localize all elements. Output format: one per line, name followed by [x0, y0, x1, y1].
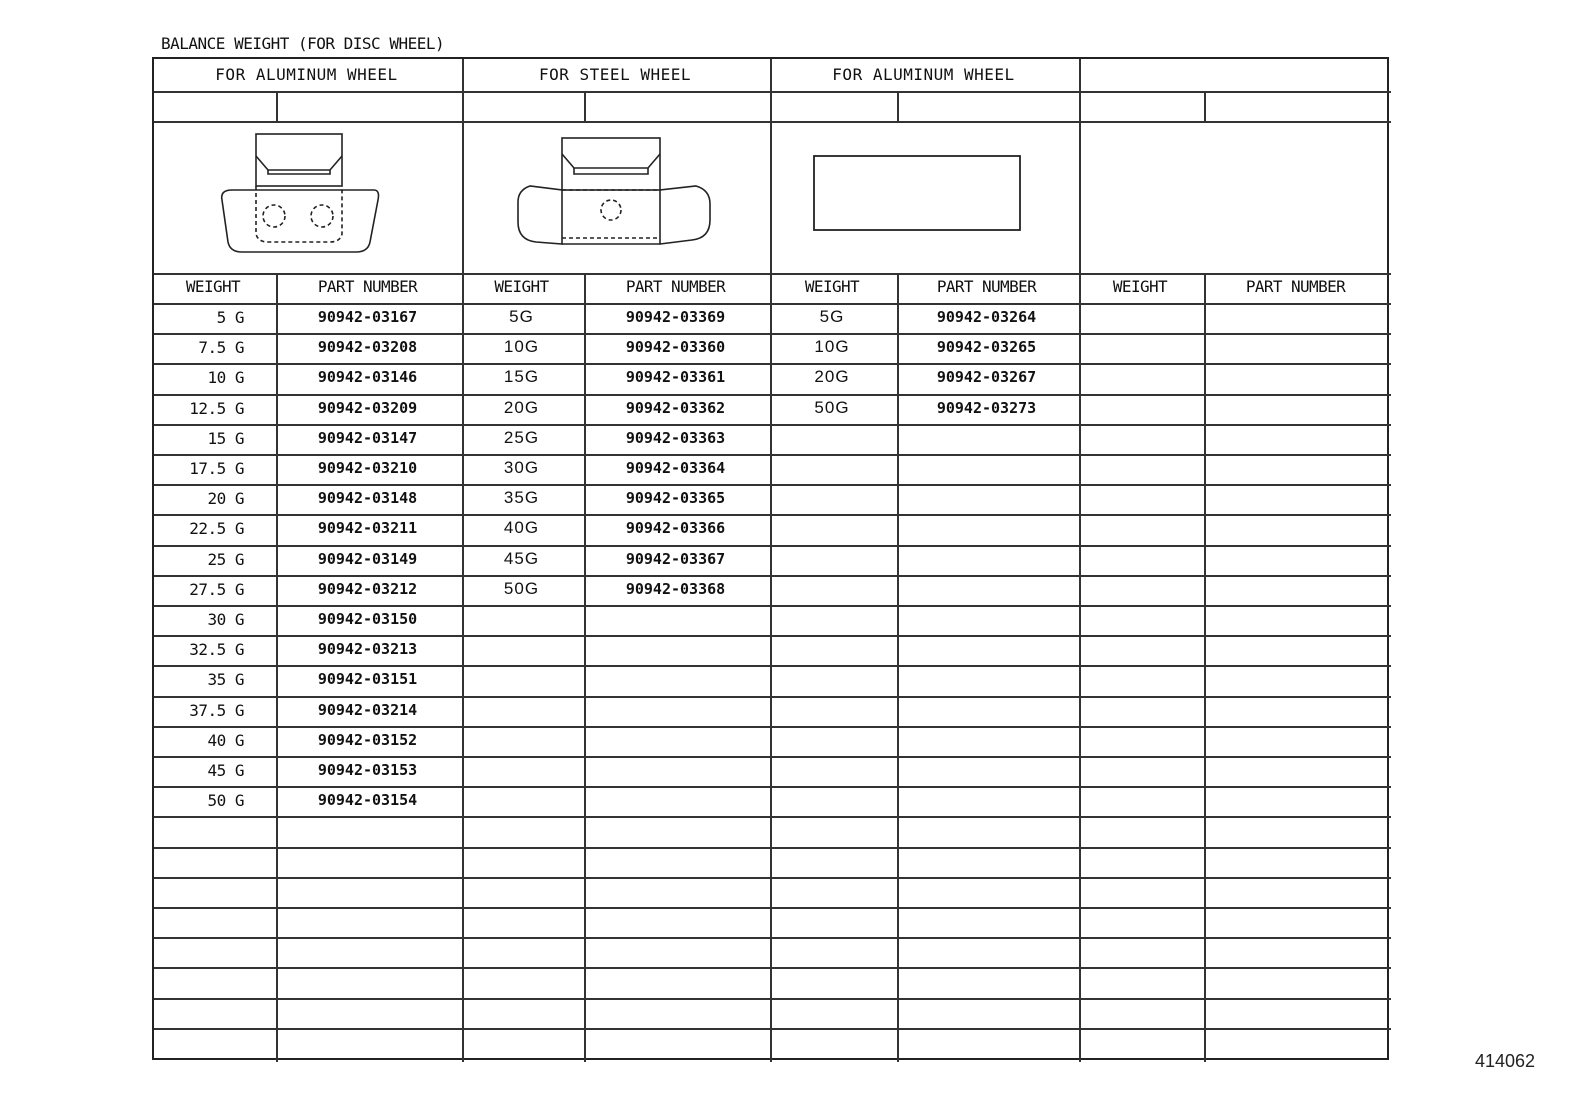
weight-cell: 40 G	[207, 730, 244, 750]
document-title: BALANCE WEIGHT (FOR DISC WHEEL)	[161, 34, 445, 53]
part-number-cell: 90942-03210	[317, 459, 418, 477]
figure-number: 414062	[1475, 1051, 1536, 1071]
weight-cell: 10 G	[207, 367, 244, 387]
subcolumn-divider-top	[276, 91, 278, 121]
weight-cell: 10G	[503, 337, 540, 356]
part-number-cell: 90942-03146	[317, 368, 418, 386]
part-number-cell: 90942-03214	[317, 701, 418, 719]
part-number-cell: 90942-03153	[317, 761, 418, 779]
weight-cell: 10G	[814, 337, 850, 356]
weight-cell: 25G	[503, 428, 540, 447]
part-number-cell: 90942-03213	[317, 640, 418, 658]
part-number-cell: 90942-03362	[625, 399, 726, 417]
weight-cell: 22.5 G	[189, 518, 244, 538]
part-number-cell: 90942-03364	[625, 459, 726, 477]
weight-cell: 5 G	[216, 307, 244, 327]
part-number-cell: 90942-03367	[625, 550, 726, 568]
part-number-cell: 90942-03152	[317, 731, 418, 749]
part-number-cell: 90942-03360	[625, 338, 726, 356]
part-number-cell: 90942-03149	[317, 550, 418, 568]
weight-cell: 37.5 G	[189, 700, 244, 720]
weight-cell: 15 G	[207, 428, 244, 448]
part-number-cell: 90942-03148	[317, 489, 418, 507]
part-number-cell: 90942-03212	[317, 580, 418, 598]
weight-cell: 35G	[503, 488, 540, 507]
part-number-cell: 90942-03150	[317, 610, 418, 628]
part-number-column-header: PART NUMBER	[936, 276, 1037, 296]
part-number-cell: 90942-03147	[317, 429, 418, 447]
section-label: FOR STEEL WHEEL	[539, 64, 691, 84]
clip-on-weight-one-hole-icon	[512, 134, 722, 262]
part-number-cell: 90942-03154	[317, 791, 418, 809]
weight-column-header: WEIGHT	[1112, 276, 1168, 296]
part-number-cell: 90942-03369	[625, 308, 726, 326]
subcolumn-divider	[1204, 273, 1206, 1062]
weight-column-header: WEIGHT	[494, 276, 549, 296]
weight-column-header: WEIGHT	[185, 276, 241, 296]
weight-cell: 30G	[503, 458, 540, 477]
part-number-cell: 90942-03211	[317, 519, 418, 537]
subcolumn-divider-top	[897, 91, 899, 121]
weight-cell: 25 G	[207, 549, 244, 569]
weight-cell: 35 G	[207, 669, 244, 689]
part-number-cell: 90942-03264	[936, 308, 1037, 326]
adhesive-weight-icon	[810, 152, 1030, 236]
weight-cell: 7.5 G	[198, 337, 244, 357]
part-number-cell: 90942-03209	[317, 399, 418, 417]
part-number-column-header: PART NUMBER	[1245, 276, 1346, 296]
part-number-cell: 90942-03366	[625, 519, 726, 537]
weight-cell: 45G	[503, 549, 540, 568]
weight-cell: 17.5 G	[189, 458, 244, 478]
clip-on-weight-two-holes-icon	[218, 130, 388, 262]
part-number-cell: 90942-03365	[625, 489, 726, 507]
section-divider	[1079, 59, 1081, 1062]
weight-cell: 50G	[503, 579, 540, 598]
section-divider	[770, 59, 772, 1062]
weight-cell: 27.5 G	[189, 579, 244, 599]
part-number-cell: 90942-03265	[936, 338, 1037, 356]
section-label: FOR ALUMINUM WHEEL	[832, 64, 1015, 84]
weight-cell: 30 G	[207, 609, 244, 629]
weight-cell: 32.5 G	[189, 639, 244, 659]
weight-column-header: WEIGHT	[804, 276, 860, 296]
weight-cell: 5G	[509, 307, 534, 326]
part-number-column-header: PART NUMBER	[625, 276, 726, 296]
part-number-cell: 90942-03273	[936, 399, 1037, 417]
rule-under-blank-row	[154, 121, 1391, 123]
part-number-cell: 90942-03167	[317, 308, 418, 326]
weight-cell: 50G	[814, 398, 850, 417]
weight-cell: 20 G	[207, 488, 244, 508]
weight-cell: 20G	[503, 398, 540, 417]
subcolumn-divider-top	[584, 91, 586, 121]
part-number-cell: 90942-03267	[936, 368, 1037, 386]
weight-cell: 20G	[814, 367, 850, 386]
weight-cell: 50 G	[207, 790, 244, 810]
part-number-cell: 90942-03368	[625, 580, 726, 598]
section-label: FOR ALUMINUM WHEEL	[215, 64, 398, 84]
section-label	[1078, 59, 1389, 89]
part-number-column-header: PART NUMBER	[317, 276, 418, 296]
weight-cell: 45 G	[207, 760, 244, 780]
part-number-cell: 90942-03208	[317, 338, 418, 356]
part-number-cell: 90942-03361	[625, 368, 726, 386]
subcolumn-divider-top	[1204, 91, 1206, 121]
part-number-cell: 90942-03363	[625, 429, 726, 447]
weight-cell: 5G	[819, 307, 845, 326]
weight-cell: 15G	[503, 367, 540, 386]
weight-cell: 12.5 G	[189, 398, 244, 418]
part-number-cell: 90942-03151	[317, 670, 418, 688]
weight-cell: 40G	[503, 518, 540, 537]
